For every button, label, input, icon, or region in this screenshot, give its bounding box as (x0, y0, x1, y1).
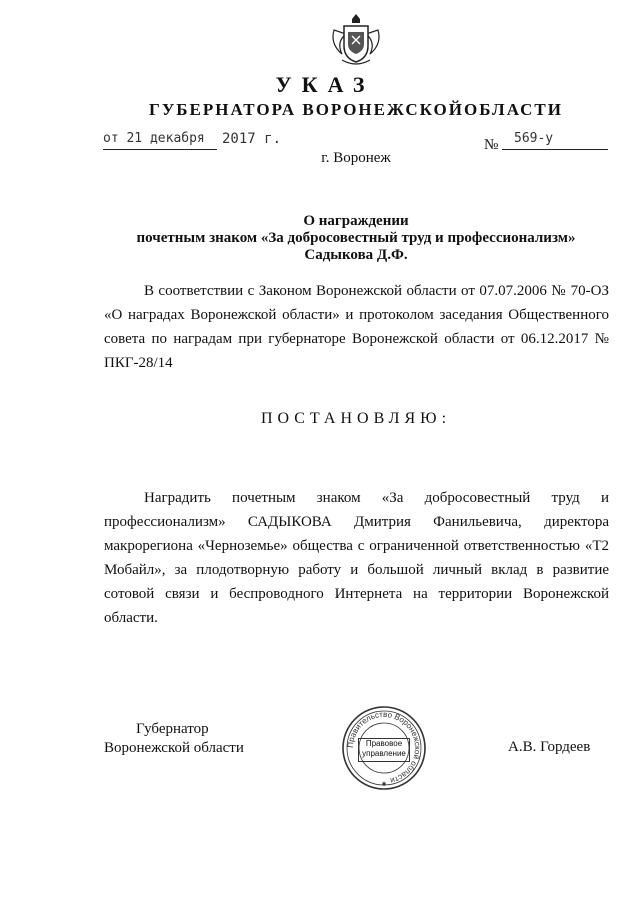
signatory-name: А.В. Гордеев (508, 739, 591, 755)
signatory-position (104, 720, 244, 758)
stamp-ring-text: Правительство Воронежской области (345, 709, 423, 786)
document-title: УКАЗ (275, 72, 375, 97)
decree-word: ПОСТАНОВЛЯЮ: (260, 410, 452, 427)
position-line-1: Губернатор (136, 721, 209, 737)
document-number: 569-у (514, 131, 554, 146)
coat-of-arms-emblem (326, 10, 386, 70)
date-handwritten: от 21 декабря (103, 131, 205, 146)
heading-line-1: О награждении (303, 213, 409, 229)
heading-line-2: почетным знаком «За добросовестный труд и профессионализм» (136, 230, 576, 246)
number-sign: № (484, 137, 499, 153)
official-stamp (336, 700, 432, 796)
preamble-paragraph: В соответствии с Законом Воронежской области от 07.07.2006 № 70-ОЗ «О наградах Воронежской области» и протоколом заседания Общественного совета по наградам при губернаторе Воронежской области от 06.12.2017 № ПКГ-28/14 (104, 283, 609, 371)
svg-text:✱: ✱ (381, 782, 387, 788)
city: г. Воронеж (321, 150, 391, 166)
heading-line-3: Садыкова Д.Ф. (304, 247, 408, 263)
award-paragraph: Наградить почетным знаком «За добросовестный труд и профессионализм» САДЫКОВА Дмитрия Фанильевича, директора макрорегиона «Черноземье» общества с ограниченной ответственностью «Т2 Мобайл», за плодотворную работу и большой личный вклад в развитие сотовой связи и беспроводного Интернета на территории Воронежской области. (104, 490, 609, 626)
stamp-center-line-1: Правовое (365, 739, 403, 748)
document-subtitle: ГУБЕРНАТОРА ВОРОНЕЖСКОЙОБЛАСТИ (149, 100, 563, 119)
stamp-center-line-2: управление (362, 749, 406, 758)
stamp-center-box (358, 738, 410, 762)
position-line-2: Воронежской области (104, 740, 244, 756)
date-year: 2017 г. (222, 131, 282, 147)
